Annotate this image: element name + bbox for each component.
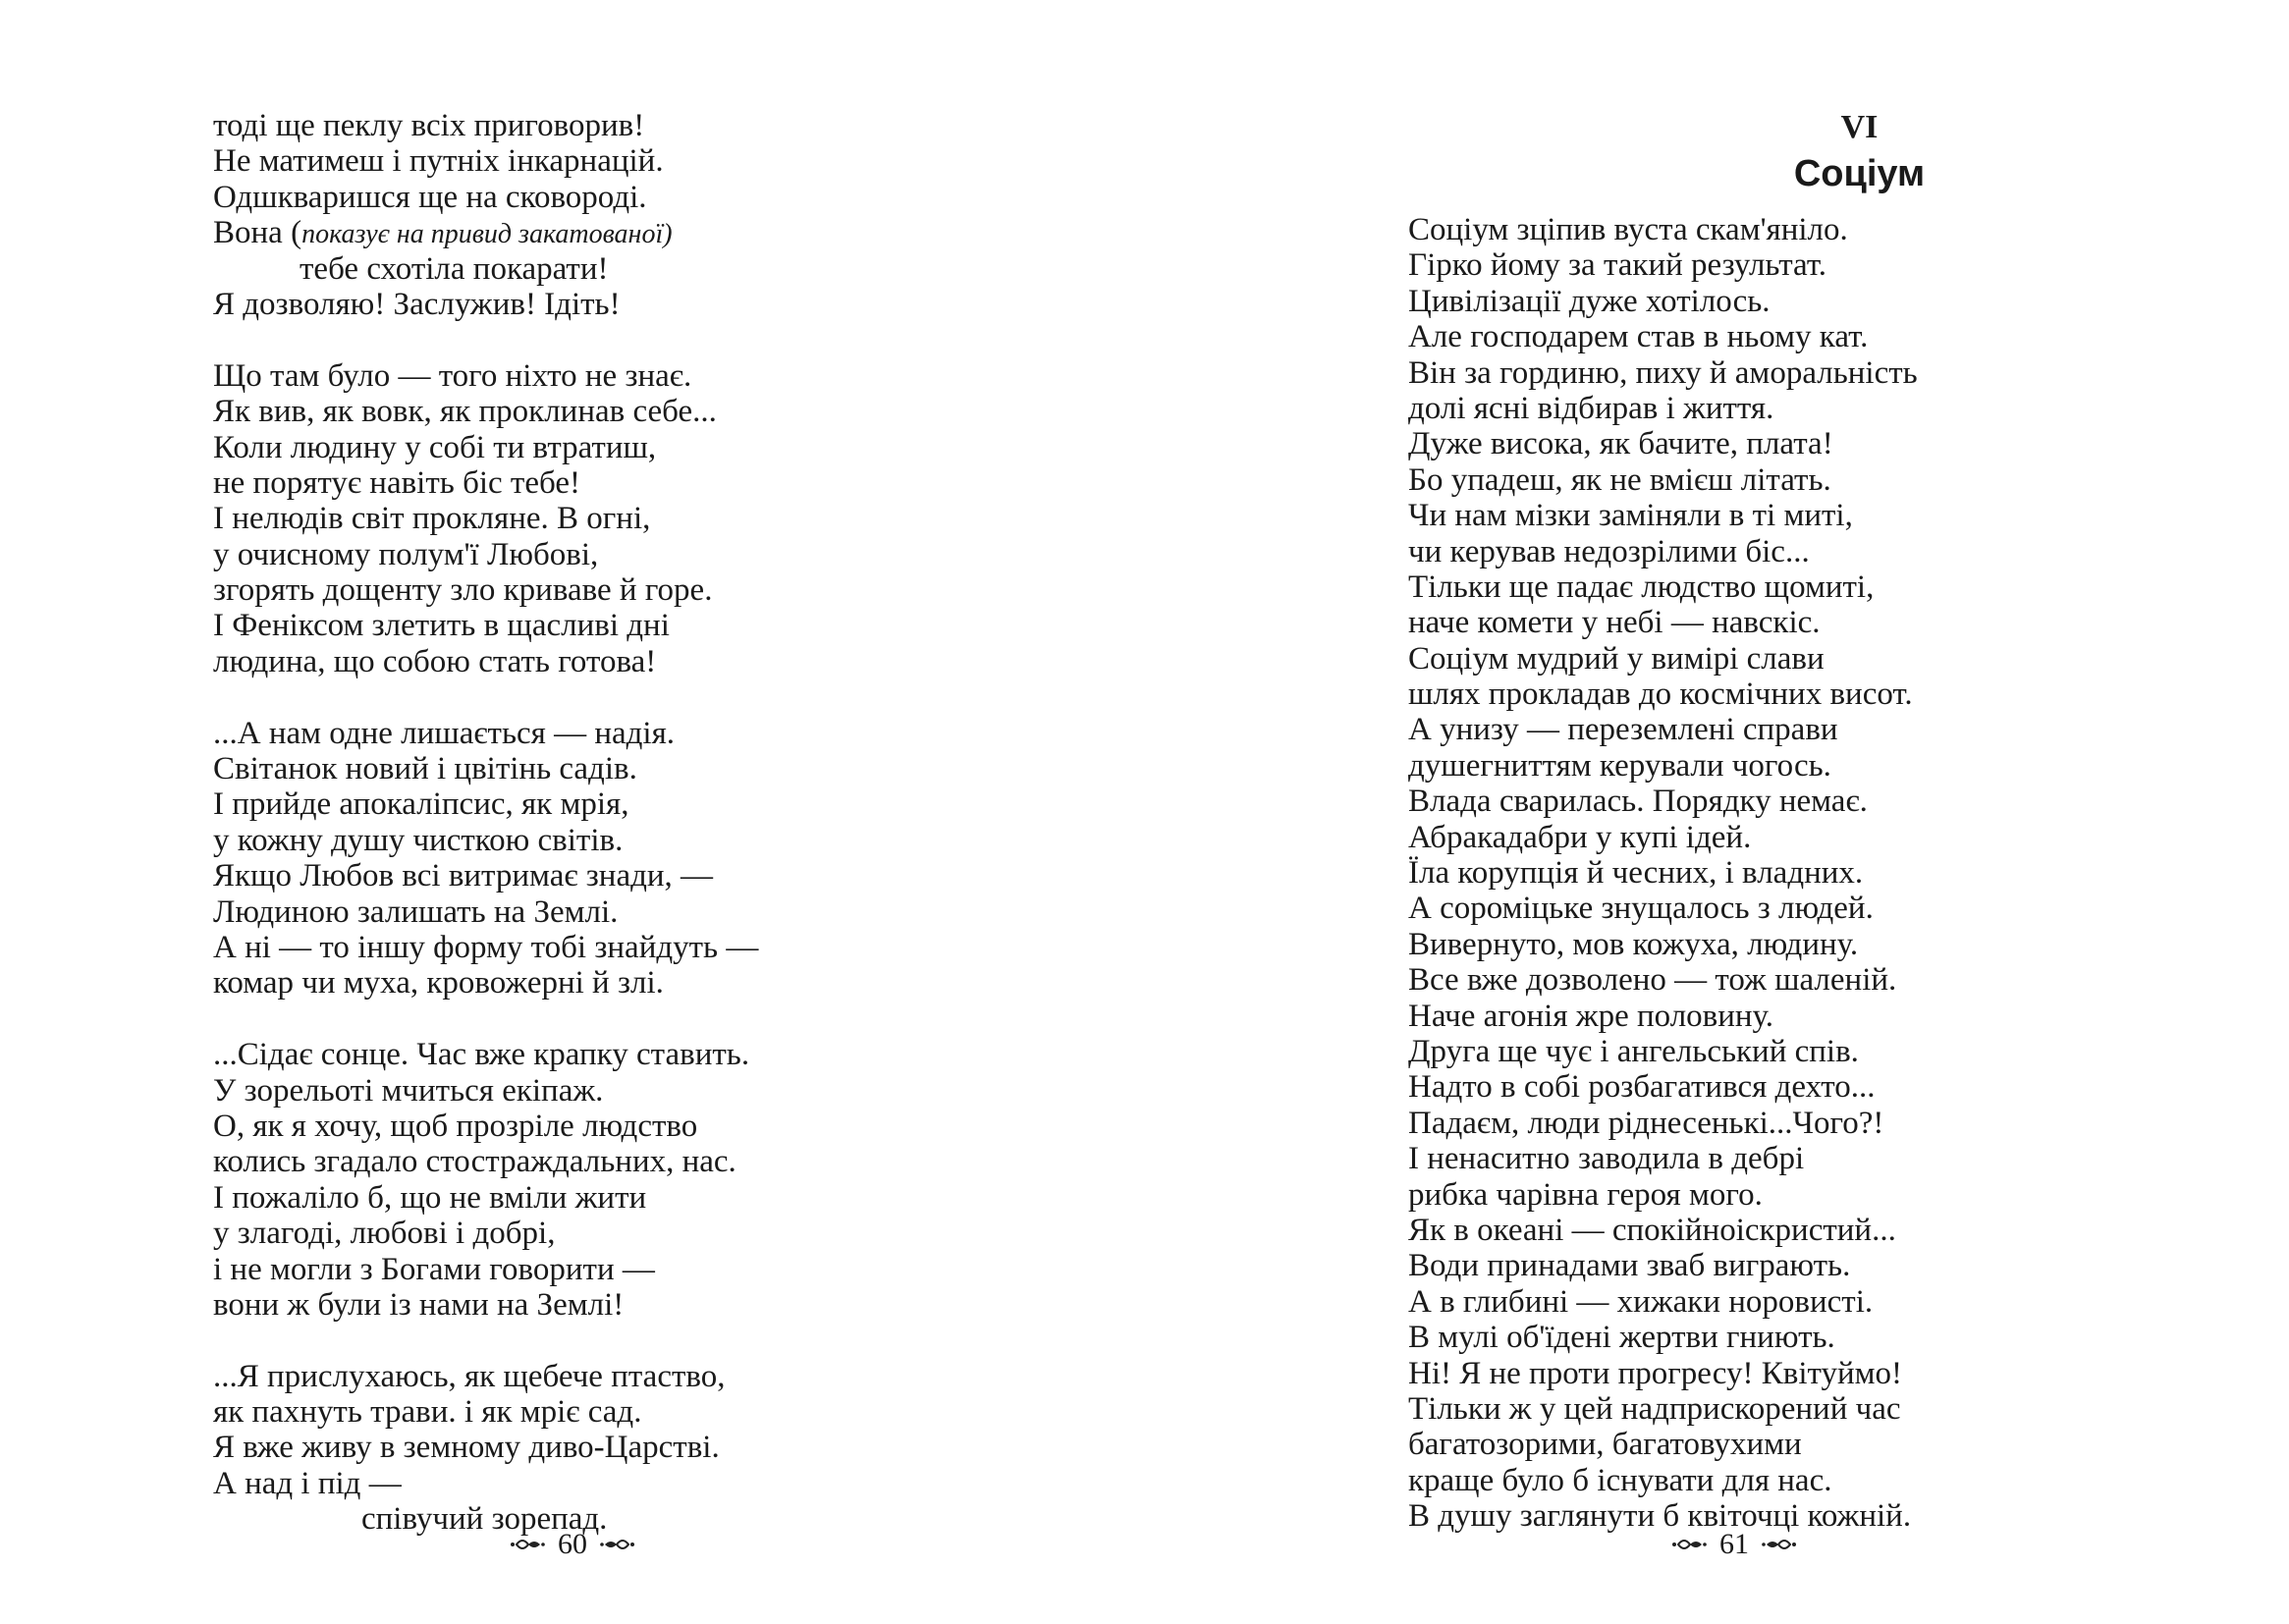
verse-line: Гірко йому за такий результат. — [1408, 247, 1827, 284]
page-number: 60 — [558, 1528, 587, 1560]
verse-line — [213, 930, 1097, 965]
right-page — [1145, 0, 2289, 1624]
verse-line: краще було б існувати для нас. — [1408, 1462, 1832, 1498]
verse-line-text: співучий зорепад. — [361, 1501, 608, 1538]
verse-line — [213, 1252, 1097, 1287]
verse-line: багатозорими, багатовухими — [1408, 1427, 1802, 1463]
verse-line-text: І Феніксом злетить в щасливі дні — [213, 608, 670, 644]
verse-line-text: не порятує навіть біс тебе! — [213, 464, 580, 501]
verse-line — [213, 1144, 1097, 1179]
verse-line — [213, 287, 1097, 322]
verse-line — [213, 1394, 1097, 1430]
verse-line-text: тебе схотіла покарати! — [300, 250, 609, 287]
verse-line: душегниттям керували чогось. — [1408, 747, 1831, 784]
verse-line — [213, 823, 1097, 858]
verse-line: Як в океані — спокійноіскристий... — [1408, 1212, 1896, 1248]
verse-line — [213, 894, 1097, 930]
verse-line — [213, 180, 1097, 215]
verse-line: наче комети у небі — навскіс. — [1408, 605, 1821, 641]
verse-line-text: ...Сідає сонце. Час вже крапку ставить. — [213, 1037, 750, 1073]
verse-line: І ненаситно заводила в дебрі — [1408, 1141, 1805, 1177]
verse-line: чи керував недозрілими біс... — [1408, 533, 1810, 569]
left-page-folio — [507, 1528, 638, 1561]
verse-line — [213, 716, 1097, 751]
verse-line — [213, 1073, 1097, 1109]
verse-line-text: Вона ( — [213, 215, 302, 251]
ornament-left-icon — [507, 1534, 546, 1555]
verse-line-text: Я дозволяю! Заслужив! Ідіть! — [213, 286, 621, 322]
verse-line-text: О, як я хочу, щоб прозріле людство — [213, 1108, 698, 1144]
verse-line — [213, 644, 1097, 679]
verse-line — [213, 608, 1097, 643]
verse-line-text: Людиною залишать на Землі. — [213, 893, 619, 930]
verse-line: В душу заглянути б квіточці кожній. — [1408, 1498, 1912, 1535]
verse-line-text: у очисному полум'ї Любові, — [213, 536, 599, 572]
verse-line: Наче агонія жре половину. — [1408, 998, 1774, 1034]
verse-line-text: І пожаліло б, що не вміли жити — [213, 1179, 647, 1216]
verse-line: Ні! Я не проти прогресу! Квітуймо! — [1408, 1355, 1903, 1391]
verse-line-text: І нелюдів світ прокляне. В огні, — [213, 501, 651, 537]
verse-line — [213, 1287, 1097, 1323]
verse-line — [213, 1109, 1097, 1144]
verse-line: Тільки ж у цей надприскорений час — [1408, 1390, 1901, 1427]
stanza-gap — [213, 1323, 1097, 1358]
left-page — [0, 0, 1144, 1624]
chapter-number: VI — [1840, 109, 1879, 145]
verse-line — [213, 501, 1097, 536]
verse-line — [213, 786, 1097, 822]
verse-line: А в глибині — хижаки норовисті. — [1408, 1283, 1874, 1320]
verse-line: Тільки ще падає людство щомиті, — [1408, 568, 1875, 605]
verse-line: Друга ще чує і ангельський спів. — [1408, 1033, 1859, 1069]
left-poem-text — [213, 108, 1097, 1538]
verse-line-text: Як вив, як вовк, як проклинав себе... — [213, 394, 717, 430]
verse-line-text: ...Я прислухаюсь, як щебече птаство, — [213, 1358, 726, 1394]
verse-line: Чи нам мізки заміняли в ті миті, — [1408, 498, 1853, 534]
verse-line-text: Що там було — того ніхто не знає. — [213, 357, 692, 394]
verse-line-text: комар чи муха, кровожерні й злі. — [213, 965, 664, 1001]
verse-line — [213, 1501, 1097, 1537]
verse-line: Падаєм, люди ріднесенькі...Чого?! — [1408, 1105, 1884, 1141]
verse-line: Їла корупція й чесних, і владних. — [1408, 855, 1864, 892]
verse-line: А сороміцьке знущалось з людей. — [1408, 891, 1874, 927]
verse-line: долі ясні відбирав і життя. — [1408, 390, 1774, 426]
verse-line-text: у кожну душу чисткою світів. — [213, 822, 624, 858]
verse-line-text: Одшкваришся ще на сковороді. — [213, 179, 647, 215]
page-number: 61 — [1719, 1528, 1749, 1560]
verse-line-text: колись згадало стостраждальних, нас. — [213, 1144, 736, 1180]
verse-line-text: згорять дощенту зло криваве й горе. — [213, 572, 713, 609]
verse-line: Надто в собі розбагатився дехто... — [1408, 1069, 1876, 1106]
verse-line — [213, 858, 1097, 893]
verse-line: Води принадами зваб виграють. — [1408, 1248, 1851, 1284]
verse-line: Бо упадеш, як не вмієш літать. — [1408, 461, 1831, 498]
ornament-left-icon — [1668, 1534, 1708, 1555]
verse-line: шлях прокладав до космічних висот. — [1408, 677, 1913, 713]
verse-line: рибка чарівна героя мого. — [1408, 1176, 1763, 1213]
verse-line: Дуже висока, як бачите, плата! — [1408, 426, 1833, 462]
verse-line: Абракадабри у купі ідей. — [1408, 819, 1752, 855]
verse-line — [213, 251, 1097, 287]
verse-line-text: тоді ще пеклу всіх приговорив! — [213, 108, 645, 143]
verse-line — [213, 1359, 1097, 1394]
verse-line-text: як пахнуть трави. і як мріє сад. — [213, 1394, 642, 1431]
verse-line-text: У зорельоті мчиться екіпаж. — [213, 1072, 604, 1109]
stanza-gap — [213, 322, 1097, 357]
verse-line — [213, 430, 1097, 465]
chapter-title: Соціум — [1793, 153, 1926, 194]
verse-line — [213, 1180, 1097, 1216]
verse-line-text: людина, що собою стать готова! — [213, 643, 657, 679]
verse-line — [213, 215, 1097, 250]
right-poem-text — [1408, 212, 2272, 1534]
verse-line — [213, 1430, 1097, 1465]
verse-line-text: Я вже живу в земному диво-Царстві. — [213, 1430, 720, 1466]
ornament-right-icon — [599, 1534, 638, 1555]
verse-line — [213, 537, 1097, 572]
stanza-gap — [213, 1001, 1097, 1037]
verse-line-text: Коли людину у собі ти втратиш, — [213, 429, 657, 465]
ornament-right-icon — [1761, 1534, 1800, 1555]
verse-line-text: А ні — то іншу форму тобі знайдуть — — [213, 929, 759, 965]
verse-line-text: І прийде апокаліпсис, як мрія, — [213, 786, 629, 823]
verse-line — [213, 1466, 1097, 1501]
verse-line-text: Світанок новий і цвітінь садів. — [213, 751, 637, 787]
stage-direction: показує на привид закатованої) — [301, 219, 673, 250]
verse-line — [213, 108, 1097, 143]
verse-line: Соціум зціпив вуста скам'яніло. — [1408, 212, 1848, 247]
verse-line: В мулі об'їдені жертви гниють. — [1408, 1320, 1835, 1356]
verse-line — [213, 1037, 1097, 1072]
verse-line: Цивілізації дуже хотілось. — [1408, 283, 1771, 319]
verse-line — [213, 1216, 1097, 1251]
verse-line-text: ...А нам одне лишається — надія. — [213, 715, 676, 751]
verse-line — [213, 143, 1097, 179]
verse-line-text: Не матимеш і путніх інкарнацій. — [213, 143, 664, 180]
verse-line-text: А над і під — — [213, 1465, 402, 1501]
verse-line — [213, 394, 1097, 429]
verse-line — [213, 572, 1097, 608]
verse-line — [213, 358, 1097, 394]
verse-line — [213, 465, 1097, 501]
verse-line: Влада сварилась. Порядку немає. — [1408, 784, 1868, 820]
verse-line-text: вони ж були із нами на Землі! — [213, 1286, 625, 1323]
verse-line-text: у злагоді, любові і добрі, — [213, 1216, 556, 1252]
verse-line — [213, 965, 1097, 1001]
right-page-folio — [1668, 1528, 1800, 1561]
verse-line — [213, 751, 1097, 786]
stanza-gap — [213, 679, 1097, 715]
verse-line: Він за гординю, пиху й аморальність — [1408, 354, 1918, 391]
verse-line: Вивернуто, мов кожуха, людину. — [1408, 926, 1859, 962]
verse-line-text: Якщо Любов всі витримає знади, — — [213, 858, 714, 894]
verse-line-text: і не могли з Богами говорити — — [213, 1251, 655, 1287]
verse-line: Все вже дозволено — тож шаленій. — [1408, 962, 1897, 999]
verse-line: Але господарем став в ньому кат. — [1408, 319, 1869, 355]
verse-line: Соціум мудрий у вимірі слави — [1408, 640, 1825, 677]
verse-line: А унизу — переземлені справи — [1408, 712, 1838, 748]
